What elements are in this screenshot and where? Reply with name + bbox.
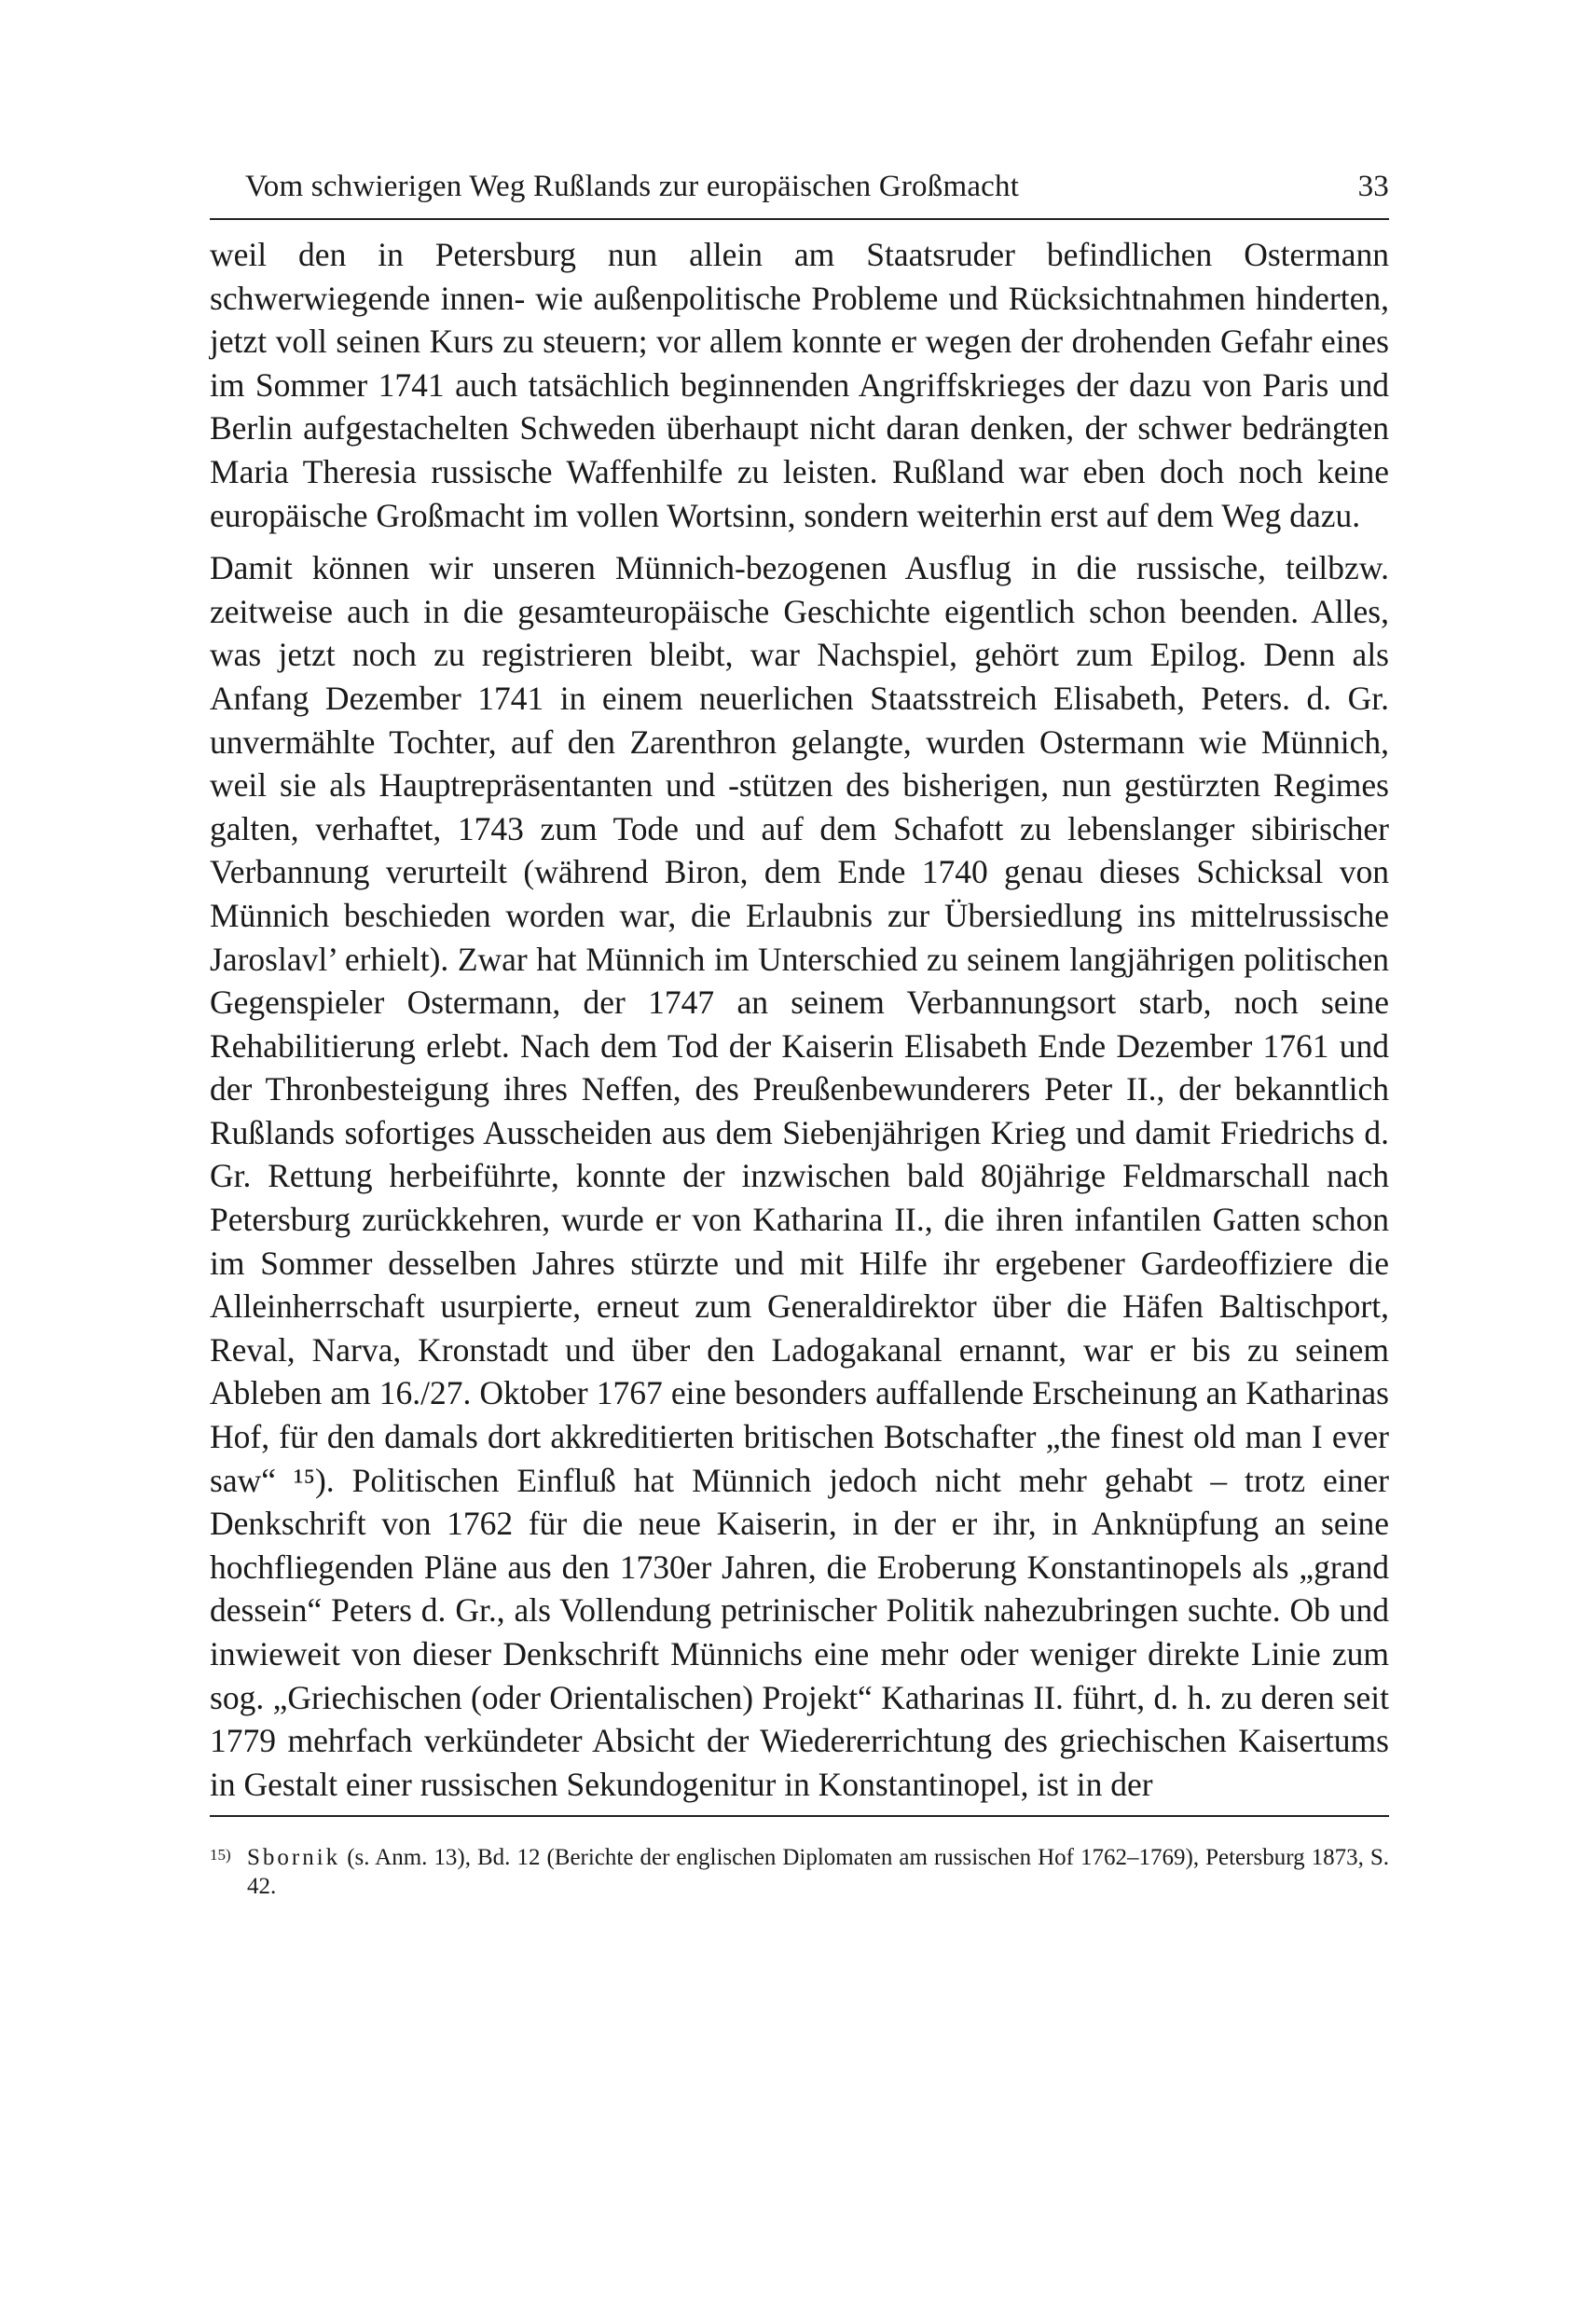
footnote-divider — [210, 1815, 1389, 1817]
footnote-citation: (s. Anm. 13), Bd. 12 (Berichte der englischen Diplomaten am russischen Hof 1762–1769), Petersburg 1873, S. 42. — [247, 1845, 1389, 1900]
body-text — [210, 233, 1389, 1806]
footnote-author: Sbornik — [247, 1845, 341, 1871]
footnote-text — [247, 1843, 1389, 1901]
page-number: 33 — [1357, 170, 1389, 203]
footnote — [210, 1843, 1389, 1901]
footnotes — [210, 1843, 1389, 1901]
paragraph: Damit können wir unseren Münnich-bezogenen Ausflug in die russische, teilbzw. zeitweise auch in die gesamteuropäische Geschichte eigentlich schon beenden. Alles, was jetzt noch zu registrieren bleibt, war Nachspiel, gehört zum Epilog. Denn als Anfang Dezember 1741 in einem neuerlichen Staatsstreich Elisabeth, Peters. d. Gr. unvermählte Tochter, auf den Zarenthron gelangte, wurden Ostermann wie Münnich, weil sie als Hauptrepräsentanten und -stützen des bisherigen, nun gestürzten Regimes galten, verhaftet, 1743 zum Tode und auf dem Schafott zu lebenslanger sibirischer Verbannung verurteilt (während Biron, dem Ende 1740 genau dieses Schicksal von Münnich beschieden worden war, die Erlaubnis zur Übersiedlung ins mittelrussische Jaroslavl’ erhielt). Zwar hat Münnich im Unterschied zu seinem langjährigen politischen Gegenspieler Ostermann, der 1747 an seinem Verbannungsort starb, noch seine Rehabilitierung erlebt. Nach dem Tod der Kaiserin Elisabeth Ende Dezember 1761 und der Thronbesteigung ihres Neffen, des Preußenbewunderers Peter II., der bekanntlich Rußlands sofortiges Ausscheiden aus dem Siebenjährigen Krieg und damit Friedrichs d. Gr. Rettung herbeiführte, konnte der inzwischen bald 80jährige Feldmarschall nach Petersburg zurückkehren, wurde er von Katharina II., die ihren infantilen Gatten schon im Sommer desselben Jahres stürzte und mit Hilfe ihr ergebener Gardeoffiziere die Alleinherrschaft usurpierte, erneut zum Generaldirektor über die Häfen Baltischport, Reval, Narva, Kronstadt und über den Ladogakanal ernannt, war er bis zu seinem Ableben am 16./27. Oktober 1767 eine besonders auffallende Erscheinung an Katharinas Hof, für den damals dort akkreditierten britischen Botschafter „the finest old man I ever saw“ ¹⁵). Politischen Einfluß hat Münnich jedoch nicht mehr gehabt – trotz einer Denkschrift von 1762 für die neue Kaiserin, in der er ihr, in Anknüpfung an seine hochfliegenden Pläne aus den 1730er Jahren, die Eroberung Konstantinopels als „grand dessein“ Peters d. Gr., als Vollendung petrinischer Politik nahezubringen suchte. Ob und inwieweit von dieser Denkschrift Münnichs eine mehr oder weniger direkte Linie zum sog. „Griechischen (oder Orientalischen) Projekt“ Katharinas II. führt, d. h. zu deren seit 1779 mehrfach verkündeter Absicht der Wiedererrichtung des griechischen Kaisertums in Gestalt einer russischen Sekundogenitur in Konstantinopel, ist in der — [210, 549, 1389, 1803]
running-head-title: Vom schwierigen Weg Rußlands zur europäischen Großmacht — [245, 170, 1020, 203]
paragraph: weil den in Petersburg nun allein am Staatsruder befindlichen Ostermann schwerwiegende innen- wie außenpolitische Probleme und Rücksichtnahmen hinderten, jetzt voll seinen Kurs zu steuern; vor allem konnte er wegen der drohenden Gefahr eines im Sommer 1741 auch tatsächlich beginnenden Angriffskrieges der dazu von Paris und Berlin aufgestachelten Schweden überhaupt nicht daran denken, der schwer bedrängten Maria Theresia russische Waffenhilfe zu leisten. Rußland war eben doch noch keine europäische Großmacht im vollen Wortsinn, sondern weiterhin erst auf dem Weg dazu. — [210, 236, 1389, 534]
book-page — [210, 166, 1389, 1901]
footnote-marker: 15) — [210, 1846, 231, 1865]
running-head — [210, 166, 1389, 220]
